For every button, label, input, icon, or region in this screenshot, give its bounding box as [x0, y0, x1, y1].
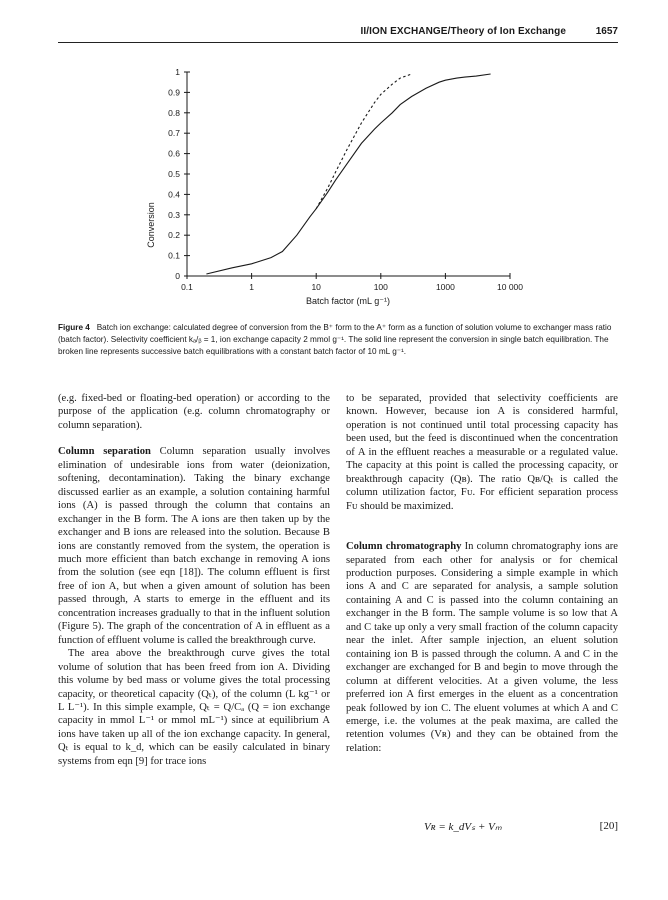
column-separation-heading: Column separation — [58, 446, 151, 458]
chart-ticks — [168, 67, 523, 292]
y-tick-label: 0.5 — [168, 169, 180, 179]
x-tick-label: 1 — [249, 282, 254, 292]
left-paragraph-1: (e.g. fixed-bed or floating-bed operation) or according to the purpose of the application (e.g. column chromatography or column separation). — [58, 393, 330, 431]
equation-number: [20] — [599, 820, 618, 832]
y-tick-label: 0 — [175, 271, 180, 281]
x-axis-label: Batch factor (mL g⁻¹) — [306, 296, 390, 306]
chart-axes — [187, 72, 510, 276]
right-paragraph-2: In column chromatography ions are separated from each other for analysis or for chemical production purposes. Considering a simple example in which ions A and C are separated for analysis, a sample solution containing A and C is passed into the column containing an exchanger in the B form. The sample volume is so low that A and C take up only a very small fraction of the column capacity near the inlet. After sample injection, an eluent solution containing ion B is passed through the column. A and C in the exchanger are exchanged for B and begin to move through the column at different velocities. At a given volume, the less preferred ion A first emerges in the eluent as a concentration peak followed by ion C. The eluent volumes at which A and C emerge, i.e. the volumes at the peak maxima, are called the retention volumes (Vʀ) and they can be obtained from the relation: — [346, 541, 619, 754]
y-axis-label: Conversion — [146, 202, 156, 248]
right-column — [346, 392, 618, 755]
x-tick-label: 1000 — [435, 282, 455, 292]
y-tick-label: 0.7 — [168, 128, 180, 139]
x-tick-label: 10 000 — [497, 282, 523, 292]
single-batch-line — [206, 74, 490, 274]
y-tick-label: 0.3 — [168, 209, 180, 220]
equation-expression: Vʀ = k_dVₛ + Vₘ — [424, 821, 502, 833]
left-paragraph-2: Column separation usually involves elimination of undesirable ions from water (deionization, softening, decontamination). Taking the binary exchange discussed earlier as an example, a solution containing harmful ions (A) is passed through the column that contains an exchanger in the B form. The A ions are then taken up by the exchanger and B ions are released into the solution. Because B ions are constantly removed from the system, the operation is much more efficient than batch exchange in removing A ions from the solution (see eqn [18]). The column effluent is first free of ion A, but when a given amount of solution has been passed through, A starts to emerge in the effluent and its concentration increases gradually to that in the influent solution (Figure 5). The graph of the concentration of A in effluent as a function of effluent volume is called the breakthrough curve. — [58, 446, 330, 646]
y-tick-label: 0.6 — [168, 148, 180, 159]
figure-caption — [58, 322, 618, 358]
running-header — [58, 24, 618, 43]
chart-series — [206, 74, 490, 274]
right-paragraph-1: to be separated, provided that selectivity coefficients are known. However, because ion A is considered harmful, operation is not continued until total processing capacity has been used, but the feed is discontinued when the concentration of A in the effluent reaches a measurable or a regulated value. The capacity at this point is called the processing capacity, or breakthrough capacity (Qʙ). The ratio Qʙ/Qₜ is called the column utilization factor, Fᴜ. For efficient separation process Fᴜ should be maximized. — [346, 393, 618, 512]
column-chromatography-heading: Column chromatography — [346, 541, 462, 553]
conversion-chart — [0, 50, 668, 312]
x-tick-label: 0.1 — [181, 282, 193, 292]
figure-caption-text: Batch ion exchange: calculated degree of conversion from the B⁺ form to the A⁺ form as a function of solution volume to exchanger mass ratio (batch factor). Selectivity coefficient kₐ/ᵦ = 1, ion exchange capacity 2 mmol g⁻¹. The solid line represent the conversion in single batch equilibration. The broken line represents successive batch equilibrations with a constant batch factor of 10 mL g⁻¹. — [58, 323, 612, 356]
left-paragraph-3: The area above the breakthrough curve gives the total volume of solution that has been freed from ion A. Dividing this volume by bed mass or volume gives the total processing capacity, or theoretical capacity (Qₜ), of the column (L kg⁻¹ or L L⁻¹). In this simple example, Qₜ = Q/Cₐ (Q = ion exchange capacity in mmol L⁻¹ or mmol mL⁻¹) since at equilibrium A ions have taken up all of the ion exchange capacity. In general, Qₜ is equal to k_d, which can be easily calculated in binary systems from eqn [9] for trace ions — [58, 648, 330, 767]
page-number: 1657 — [595, 26, 618, 37]
x-tick-label: 10 — [311, 282, 321, 292]
x-tick-label: 100 — [373, 282, 388, 292]
y-tick-label: 0.8 — [168, 107, 180, 118]
left-column — [58, 392, 330, 768]
y-tick-label: 0.9 — [168, 87, 180, 98]
y-tick-label: 0.4 — [168, 189, 180, 200]
y-tick-label: 0.1 — [168, 250, 180, 261]
running-title: II/ION EXCHANGE/Theory of Ion Exchange — [360, 26, 566, 37]
y-tick-label: 0.2 — [168, 230, 180, 241]
figure-label: Figure 4 — [58, 323, 90, 332]
y-tick-label: 1 — [175, 67, 180, 77]
